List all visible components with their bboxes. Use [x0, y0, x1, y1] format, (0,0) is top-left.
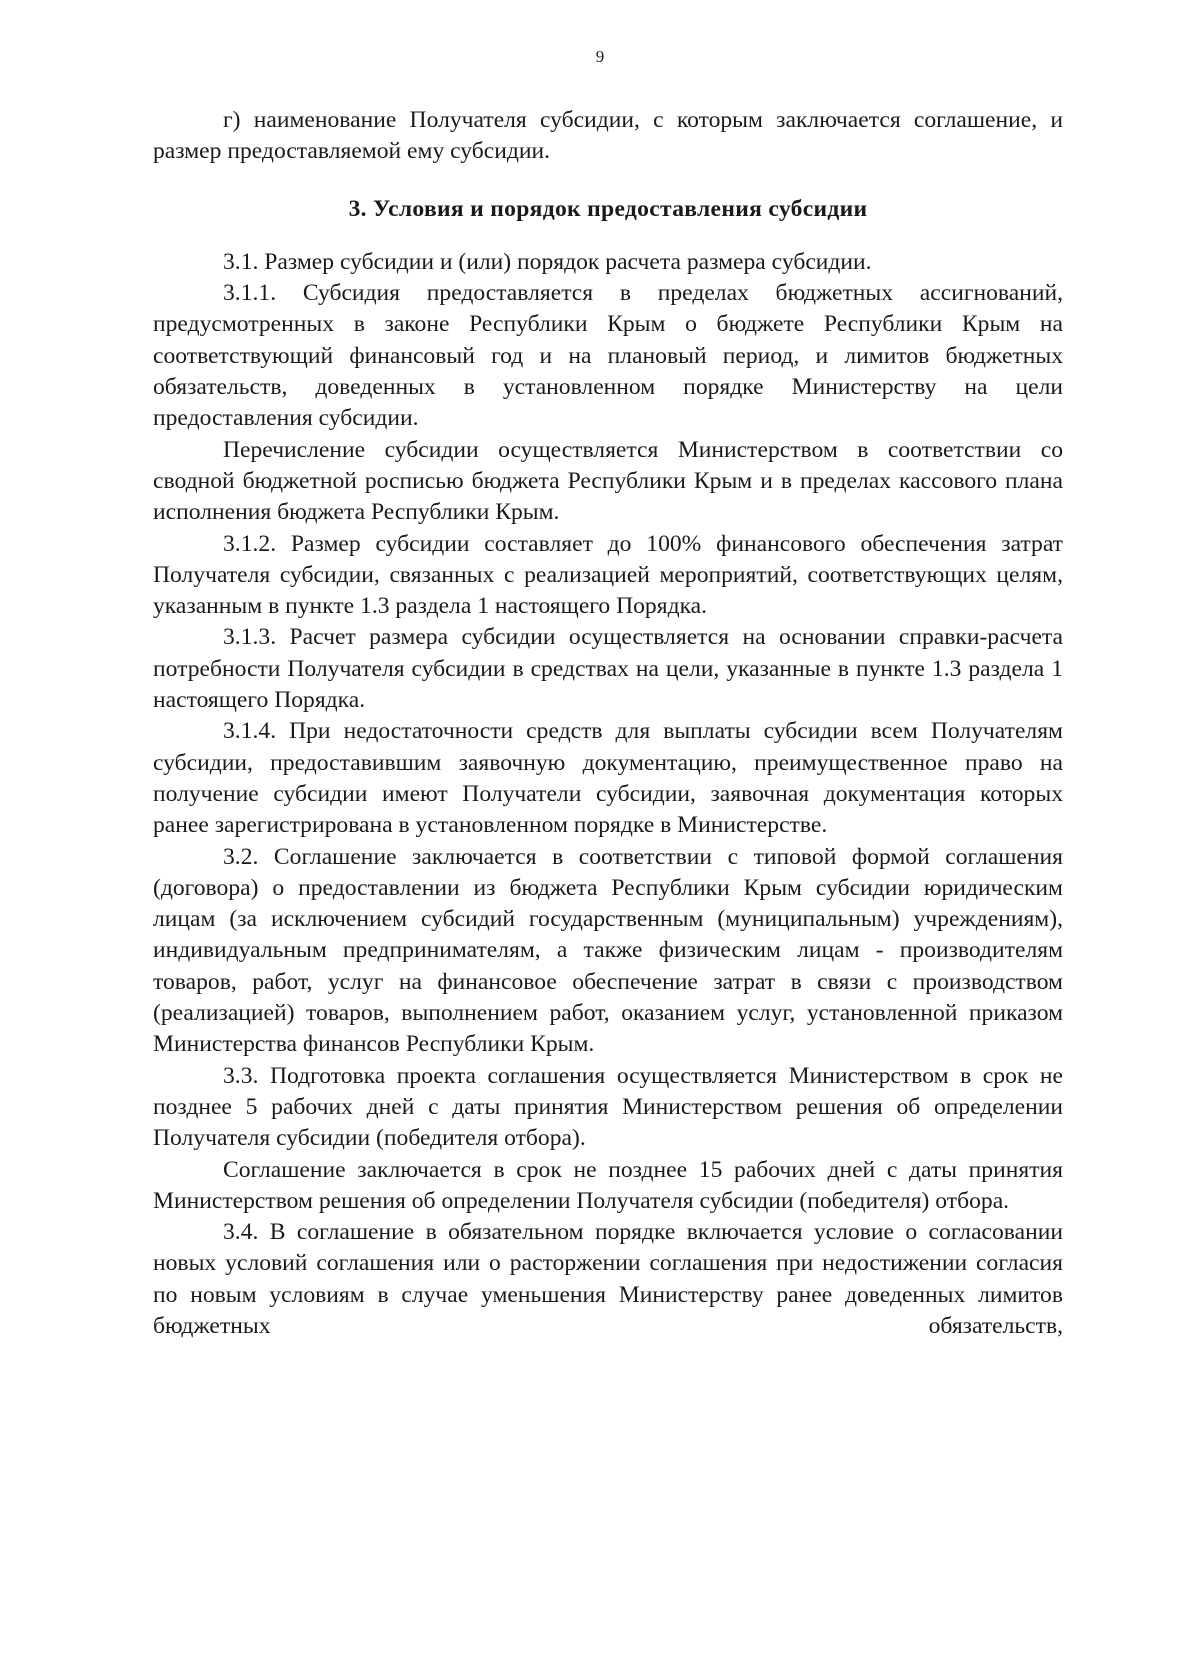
section-title: 3. Условия и порядок предоставления субсидии	[348, 195, 868, 222]
paragraph-3-4: 3.4. В соглашение в обязательном порядке включается условие о согласовании новых условий соглашения или о расторжении соглашения при недостижении согласия по новым условиям в случае уменьшения Министерству ранее доведенных лимитов бюджетных обязательств,	[153, 1219, 1063, 1339]
paragraph-3-1-2: 3.1.2. Размер субсидии составляет до 100% финансового обеспечения затрат Получателя субсидии, связанных с реализацией мероприятий, соответствующих целям, указанным в пункте 1.3 раздела 1 настоящего Порядка.	[153, 530, 1063, 620]
paragraph-agreement-deadline: Соглашение заключается в срок не позднее 15 рабочих дней с даты принятия Министерством решения об определении Получателя субсидии (победителя) отбора.	[153, 1156, 1063, 1214]
paragraph-3-1-4: 3.1.4. При недостаточности средств для выплаты субсидии всем Получателям субсидии, предоставившим заявочную документацию, преимущественное право на получение субсидии имеют Получатели субсидии, заявочная документация которых ранее зарегистрирована в установленном порядке в Министерстве.	[153, 718, 1063, 839]
paragraph-3-1: 3.1. Размер субсидии и (или) порядок расчета размера субсидии.	[223, 248, 872, 275]
paragraph-g-item: г) наименование Получателя субсидии, с которым заключается соглашение, и размер предоставляемой ему субсидии.	[153, 107, 1063, 165]
paragraph-3-1-1: 3.1.1. Субсидия предоставляется в пределах бюджетных ассигнований, предусмотренных в законе Республики Крым о бюджете Республики Крым на соответствующий финансовый год и на плановый период, и лимитов бюджетных обязательств, доведенных в установленном порядке Министерству на цели предоставления субсидии.	[153, 280, 1063, 432]
document-body	[153, 105, 1063, 1342]
paragraph-transfer: Перечисление субсидии осуществляется Министерством в соответствии со сводной бюджетной росписью бюджета Республики Крым и в пределах кассового плана исполнения бюджета Республики Крым.	[153, 436, 1063, 526]
paragraph-3-1-3: 3.1.3. Расчет размера субсидии осуществляется на основании справки-расчета потребности Получателя субсидии в средствах на цели, указанные в пункте 1.3 раздела 1 настоящего Порядка.	[153, 624, 1063, 714]
page-number: 9	[595, 47, 605, 66]
paragraph-3-2: 3.2. Соглашение заключается в соответствии с типовой формой соглашения (договора) о предоставлении из бюджета Республики Крым субсидии юридическим лицам (за исключением субсидий государственным (муниципальным) учреждениям), индивидуальным предпринимателям, а также физическим лицам - производителям товаров, работ, услуг на финансовое обеспечение затрат в связи с производством (реализацией) товаров, выполнением работ, оказанием услуг, установленной приказом Министерства финансов Республики Крым.	[153, 843, 1063, 1058]
paragraph-3-3: 3.3. Подготовка проекта соглашения осуществляется Министерством в срок не позднее 5 рабочих дней с даты принятия Министерством решения об определении Получателя субсидии (победителя отбора).	[153, 1062, 1063, 1152]
